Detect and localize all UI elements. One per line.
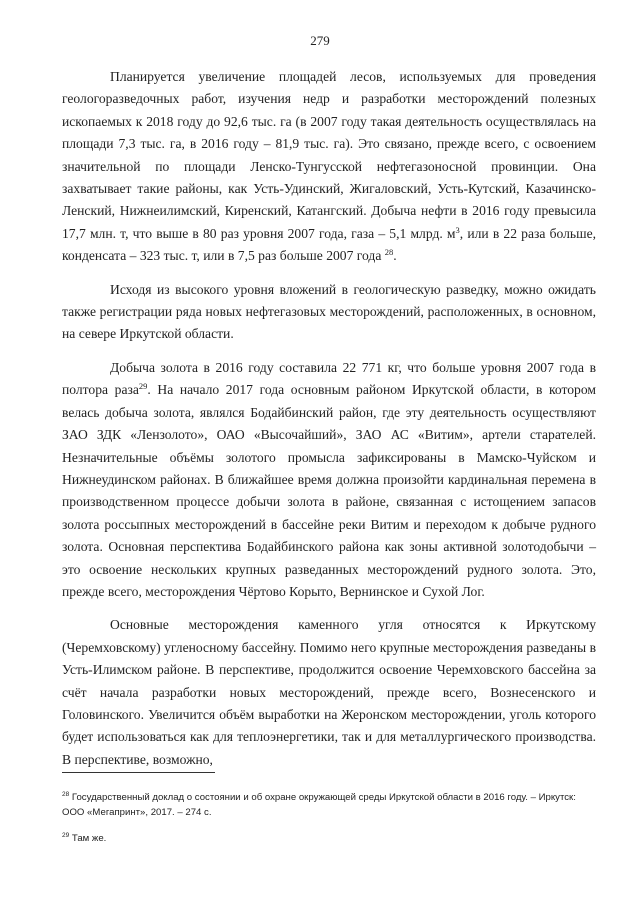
paragraph-exploration (62, 279, 596, 346)
paragraph-gold (62, 357, 596, 603)
footnote-text: Государственный доклад о состоянии и об охране окружающей среды Иркутской области в 2016 году. – Иркутск: ООО «Мегапринт», 2017. – 274 с. (62, 792, 576, 818)
footnote-ref-29[interactable]: 29 (138, 381, 148, 392)
body-text (62, 66, 596, 771)
paragraph-text: Планируется увеличение площадей лесов, используемых для проведения геологоразведочных работ, изучения недр и разработки месторождений полезных ископаемых к 2018 году до 92,6 тыс. га (в 2007 году такая деятельность осуществлялась на площади 7,3 тыс. га, в 2016 году – 81,9 тыс. га). Это связано, прежде всего, с освоением значительной по площади Ленско-Тунгусской нефтегазоносной провинции. Она захватывает такие районы, как Усть-Удинский, Жигаловский, Усть-Кутский, Казачинско-Ленский, Нижнеилимский, Киренский, Катангский. Добыча нефти в 2016 году превысила 17,7 млн. т, что выше в 80 раз уровня 2007 года, газа – 5,1 млрд. м (62, 69, 596, 241)
footnote-28 (62, 790, 596, 820)
paragraph-text-continued: , или в 22 раза больше, конденсата – 323 тыс. т, или в 7,5 раз больше 2007 года (62, 225, 596, 264)
footnote-number: 28 (62, 791, 70, 798)
paragraph-oil-gas: Планируется увеличение площадей лесов, используемых для проведения геологоразведочных работ, изучения недр и разработки месторождений полезных ископаемых к 2018 году до 92,6 тыс. га (в 2007 году такая деятельность осуществлялась на площади 7,3 тыс. га, в 2016 году – 81,9 тыс. га). Это связано, прежде всего, с освоением значительной по площади Ленско-Тунгусской нефтегазоносной провинции. Она захватывает такие районы, как Усть-Удинский, Жигаловский, Усть-Кутский, Казачинско-Ленский, Нижнеилимский, Киренский, Катангский. Добыча нефти в 2016 году превысила 17,7 млн. т, что выше в 80 раз уровня 2007 года, газа – 5,1 млрд. $м^3$, или в 22 раза больше, конденсата – 323 тыс. т, или в 7,5 раз больше 2007 года $^{28}$. (62, 69, 596, 264)
paragraph-coal (62, 614, 596, 771)
superscript-cubic: 3 (455, 224, 460, 235)
footnote-29 (62, 831, 596, 846)
footnote-number: 29 (62, 832, 70, 839)
paragraph-text: Основные месторождения каменного угля относятся к Иркутскому (Черемховскому) угленосному бассейну. Помимо него крупные месторождения разведаны в Усть-Илимском районе. В перспективе, продолжится освоение Черемховского бассейна за счёт начала разработки новых месторождений, прежде всего, Вознесенского и Головинского. Увеличится объём выработки на Жеронском месторождении, уголь которого будет использоваться как для теплоэнергетики, так и для металлургического производства. В перспективе, возможно, (62, 617, 596, 767)
paragraph-text: Исходя из высокого уровня вложений в геологическую разведку, можно ожидать также регистрации ряда новых нефтегазовых месторождений, расположенных, в основном, на севере Иркутской области. (62, 281, 596, 342)
footnote-ref-28[interactable]: 28 (384, 247, 394, 258)
paragraph-text-continued: . На начало 2017 года основным районом Иркутской области, в котором велась добыча золота, являлся Бодайбинский район, где эту деятельность осуществляют ЗАО ЗДК «Лензолото», ОАО «Высочайший», ЗАО АС «Витим», артели старателей. Незначительные объёмы золотого промысла зафиксированы в Мамско-Чуйском и Нижнеудинском районах. В ближайшее время должна произойти кардинальная перемена в производственном процессе добычи золота в районе, связанная с истощением запасов золота россыпных месторождений в бассейне реки Витим и переходом к добыче рудного золота. Основная перспектива Бодайбинского района как зоны активной золотодобычи – это освоение нескольких крупных разведанных месторождений рудного золота. Это, прежде всего, месторождения Чёртово Корыто, Вернинское и Сухой Лог. (62, 382, 596, 599)
footnotes (62, 790, 596, 846)
page-number: 279 (310, 33, 330, 48)
footnote-divider (62, 772, 215, 773)
footnote-text: Там же. (69, 833, 107, 844)
paragraph-text: Добыча золота в 2016 году составила 22 771 кг, что больше уровня 2007 года в полтора раза (62, 359, 596, 398)
